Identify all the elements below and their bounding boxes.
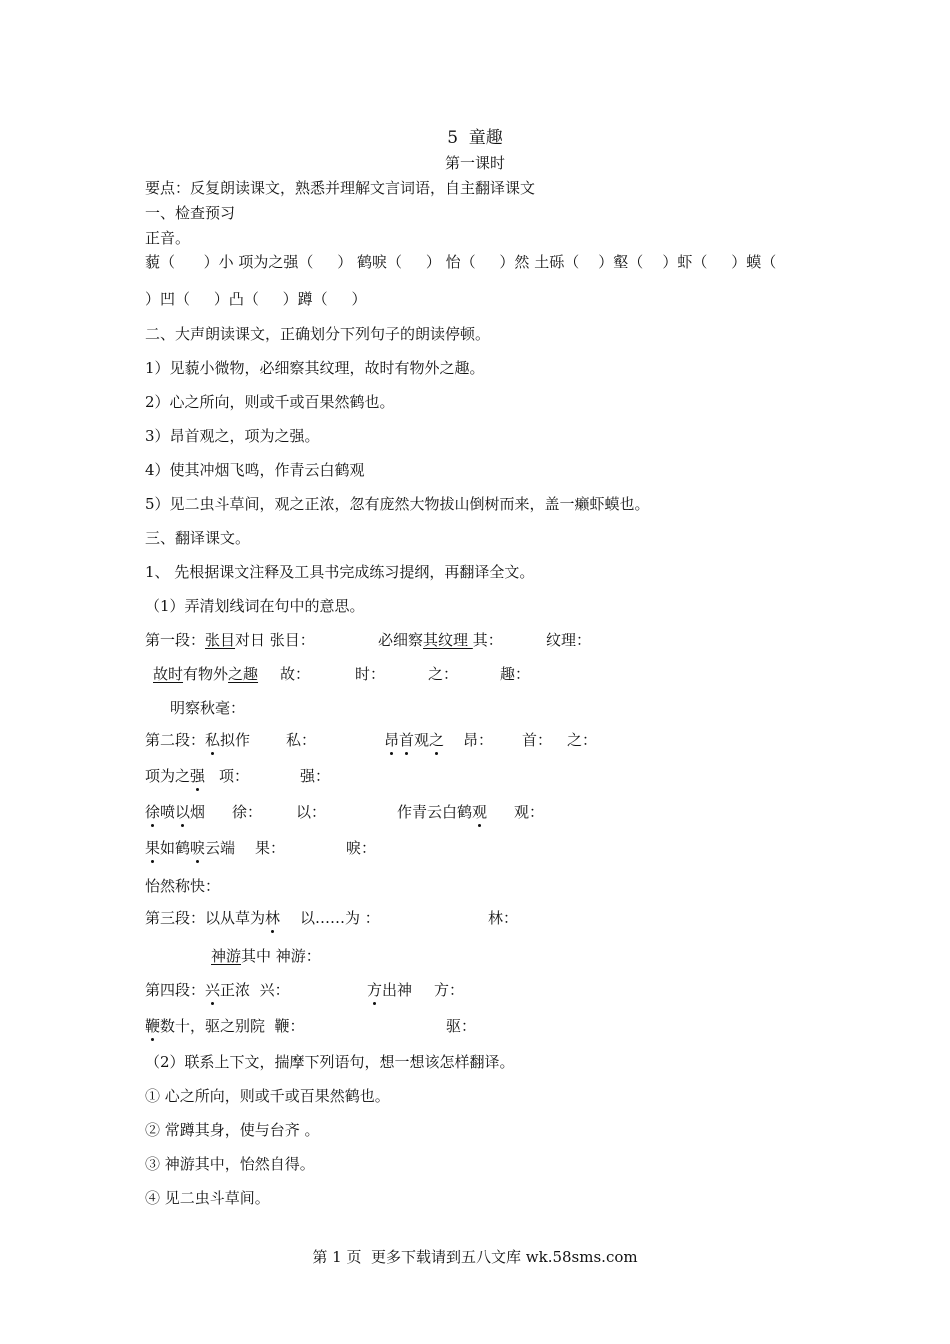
vocab-line: [145, 980, 290, 1000]
vocab-text: 喷: [160, 803, 176, 821]
vocab-text: 以从草为: [205, 909, 266, 927]
vocab-text: 数十，驱之别院 鞭：: [160, 1017, 305, 1035]
gloss-prompt: 之：: [567, 731, 598, 749]
vocab-line: [145, 630, 315, 650]
list-item: ② 常蹲其身，使与台齐 。: [145, 1121, 320, 1139]
paragraph-label: 第三段：: [145, 909, 206, 927]
vocab-line: [145, 802, 205, 822]
underlined-word: 其纹理: [423, 631, 473, 649]
list-item: ① 心之所向，则或千或百果然鹤也。: [145, 1087, 390, 1105]
gloss-prompt: 怡然称快：: [145, 877, 221, 895]
list-item: ③ 神游其中，怡然自得。: [145, 1155, 315, 1173]
list-item: 2）心之所向，则或千或百果然鹤也。: [145, 393, 395, 411]
underlined-word: 张目: [205, 631, 236, 649]
gloss-prompt: 时：: [355, 665, 386, 683]
list-item: 1）见藐小微物，必细察其纹理，故时有物外之趣。: [145, 359, 485, 377]
dotted-word: 果: [145, 839, 161, 857]
gloss-prompt: 昂：: [463, 731, 494, 749]
paragraph-label: 第二段：: [145, 731, 206, 749]
vocab-line: [145, 766, 205, 786]
vocab-line: [145, 730, 250, 750]
vocab-line: [153, 664, 258, 684]
gloss-prompt: 林：: [488, 909, 519, 927]
gloss-prompt: 果：: [255, 839, 286, 857]
dotted-word: 观: [472, 803, 488, 821]
gloss-prompt: 首：: [522, 731, 553, 749]
gloss-prompt: 唳：: [346, 839, 377, 857]
vocab-text: 对日 张目：: [235, 631, 315, 649]
underlined-word: 故时: [153, 665, 184, 683]
gloss-prompt: 故：: [280, 665, 311, 683]
dotted-word: 首: [399, 731, 415, 749]
vocab-line: [145, 908, 280, 928]
vocab-line: [384, 730, 444, 750]
gloss-prompt: 徐：: [232, 803, 263, 821]
page-subtitle: 第一课时: [444, 154, 505, 172]
gloss-prompt: 方：: [434, 981, 465, 999]
vocab-line: [211, 946, 321, 966]
gloss-prompt: 纹理：: [546, 631, 592, 649]
page-title: 5 童趣: [447, 128, 503, 148]
gloss-prompt: 观：: [514, 803, 545, 821]
vocab-text: 拟作: [220, 731, 251, 749]
gloss-prompt: 其：: [472, 631, 503, 649]
vocab-text: 项为之: [145, 767, 191, 785]
gloss-prompt: 私：: [286, 731, 317, 749]
underlined-word: 之趣: [228, 665, 259, 683]
vocab-text: 正浓 兴：: [220, 981, 290, 999]
dotted-word: 私: [205, 731, 221, 749]
vocab-line: [145, 1016, 305, 1036]
vocab-line: [378, 630, 503, 650]
dotted-word: 方: [367, 981, 383, 999]
section-1-subheading: 正音。: [145, 229, 191, 247]
vocab-text: 云端: [205, 839, 236, 857]
vocab-text: 出神: [382, 981, 413, 999]
paragraph-label: 第四段：: [145, 981, 206, 999]
vocab-line: [397, 802, 487, 822]
section-1-heading: 一、检查预习: [145, 204, 236, 222]
gloss-prompt: 之：: [428, 665, 459, 683]
vocab-text: 必细察: [378, 631, 424, 649]
key-points: 要点：反复朗读课文，熟悉并理解文言词语，自主翻译课文: [145, 179, 536, 197]
dotted-word: 昂: [384, 731, 400, 749]
gloss-prompt: 强：: [300, 767, 331, 785]
section-3-heading: 三、翻译课文。: [145, 529, 251, 547]
vocab-text: 作青云白鹤: [397, 803, 473, 821]
gloss-prompt: 趣：: [500, 665, 531, 683]
dotted-word: 以: [175, 803, 191, 821]
instruction: 1、 先根据课文注释及工具书完成练习提纲，再翻译全文。: [145, 563, 535, 581]
vocab-text: 观: [414, 731, 430, 749]
vocab-line: [367, 980, 412, 1000]
paragraph-label: 第一段：: [145, 631, 206, 649]
vocab-text: 烟: [190, 803, 206, 821]
gloss-prompt: 驱：: [446, 1017, 477, 1035]
gloss-prompt: 以：: [296, 803, 327, 821]
vocab-text: 如鹤: [160, 839, 191, 857]
dotted-word: 林: [265, 909, 281, 927]
list-item: 4）使其冲烟飞鸣，作青云白鹤观: [145, 461, 365, 479]
dotted-word: 唳: [190, 839, 206, 857]
pinyin-row: ）凹（ ）凸（ ）蹲（ ）: [145, 290, 367, 308]
dotted-word: 之: [429, 731, 445, 749]
list-item: 5）见二虫斗草间，观之正浓，忽有庞然大物拔山倒树而来，盖一癞虾蟆也。: [145, 495, 650, 513]
dotted-word: 兴: [205, 981, 221, 999]
underlined-word: 神游: [211, 947, 242, 965]
pinyin-row: 藐（ ）小 项为之强（ ） 鹤唳（ ） 怡（ ）然 土砾（ ）壑（ ）虾（ ）蟆（: [145, 253, 777, 271]
vocab-text: 其中 神游：: [241, 947, 321, 965]
vocab-text: 有物外: [183, 665, 229, 683]
vocab-line: [145, 838, 235, 858]
gloss-prompt: 以……为 ：: [300, 909, 380, 927]
list-item: 3）昂首观之，项为之强。: [145, 427, 320, 445]
instruction: （1）弄清划线词在句中的意思。: [145, 597, 365, 615]
dotted-word: 鞭: [145, 1017, 161, 1035]
page-footer: 第 1 页 更多下载请到五八文库 wk.58sms.com: [312, 1248, 638, 1266]
gloss-prompt: 明察秋毫：: [170, 699, 246, 717]
dotted-word: 徐: [145, 803, 161, 821]
list-item: ④ 见二虫斗草间。: [145, 1189, 270, 1207]
section-2-heading: 二、大声朗读课文，正确划分下列句子的朗读停顿。: [145, 325, 491, 343]
instruction: （2）联系上下文，揣摩下列语句，想一想该怎样翻译。: [145, 1053, 515, 1071]
dotted-word: 强: [190, 767, 206, 785]
gloss-prompt: 项：: [219, 767, 250, 785]
